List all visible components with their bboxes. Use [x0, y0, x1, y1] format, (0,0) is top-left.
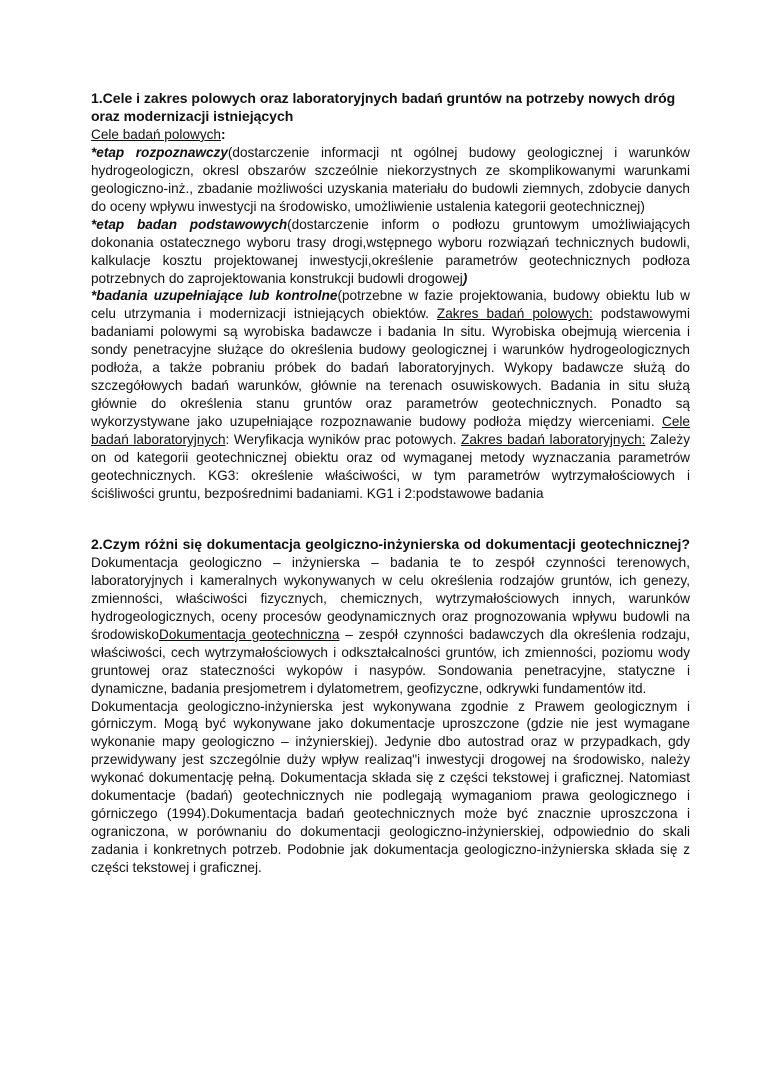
section2-heading: 2.Czym różni się dokumentacja geolgiczno-inżynierska od dokumentacji geotechnicznej?	[91, 535, 690, 552]
stage2-paragraph	[91, 216, 690, 288]
section2-p1-text: Dokumentacja geologiczno – inżynierska – badania te to zespół czynności terenowych, laboratoryjnych i kameralnych wykonywanych w celu określenia rodzajów gruntów, ich genezy, zmienności, właściwości fizycznych, chemicznych, wytrzymałościowych innych, warunków hydrogeologicznych, oceny procesów geodynamicznych oraz prognozowania wpływu budowli na środowisko	[91, 554, 690, 642]
field-goals-colon: :	[220, 126, 226, 142]
field-scope-text: podstawowymi badaniami polowymi są wyrobiska badawcze i badania In situ. Wyrobiska obejmują wiercenia i sondy penetracyjne służące do określenia budowy geologicznej i warunków hydrogeologicznych podłoża, a także pobraniu próbek do badań laboratoryjnych. Wykopy badawcze służą do szczegółowych badań warunków, głównie na terenach osuwiskowych. Badania in situ służą głównie do określenia stanu gruntów oraz parametrów geotechnicznych. Ponadto są wykorzystywane jako uzupełniające rozpoznawanie budowy podłoża między wierceniami.	[91, 306, 690, 430]
stage1-title: *etap rozpoznawczy	[91, 144, 228, 160]
stage2-title: *etap badan podstawowych	[91, 216, 288, 232]
stage2-close: )	[462, 270, 468, 286]
stage3-title: *badania uzupełniające lub kontrolne	[91, 288, 338, 304]
field-goals-label: Cele badań polowych	[91, 126, 221, 142]
section2-paragraph2: Dokumentacja geologiczno-inżynierska jest wykonywana zgodnie z Prawem geologicznym i górniczym. Mogą być wykonywane jako dokumentacje uproszczone (gdzie nie jest wymagane wykonanie mapy geologiczno – inżynierskiej). Jedynie dbo autostrad oraz w przypadkach, gdy przewidywany jest szczególnie duży wpływ realizaq"i inwestycji drogowej na środowisko, należy wykonać dokumentację pełną. Dokumentacja składa się z części tekstowej i graficznej. Natomiast dokumentacje (badań) geotechnicznych nie podlegają wymaganiom prawa geologicznego i górniczego (1994).Dokumentacja badań geotechnicznych może być znacznie uproszczona i ograniczona, w porównaniu do dokumentacji geologiczno-inżynierskiej, odpowiednio do skali zadania i konkretnych potrzeb. Podobnie jak dokumentacja geologiczno-inżynierska składa się z części tekstowej i graficznej.	[91, 698, 690, 876]
stage3-text: (potrzebne w fazie projektowania, budowy obiektu lub w celu utrzymania i modernizacji istniejących obiektów.	[91, 288, 690, 322]
section1-heading: 1.Cele i zakres polowych oraz laboratoryjnych badań gruntów na potrzeby nowych dróg oraz modernizacji istniejących	[91, 90, 676, 124]
stage3-paragraph	[91, 287, 690, 502]
field-scope-label: Zakres badań polowych:	[436, 306, 593, 322]
section2-p1-rest: – zespół czynności badawczych dla określenia rodzaju, właściwości, cech wytrzymałościowych i odkształcalności gruntów, ich zmienności, poziomu wody gruntowej oraz stateczności wykopów i nasypów. Sondowania penetracyjne, statyczne i dynamiczne, badania presjometrem i dylatometrem, geofizyczne, odkrywki fundamentów itd.	[91, 626, 690, 696]
lab-goals-text: : Weryfikacja wyników prac potowych.	[225, 432, 462, 448]
lab-goals-label: Cele badań laboratoryjnych	[91, 414, 690, 448]
section1-goals-label-line	[91, 126, 690, 144]
geotech-doc-label: Dokumentacja geotechniczna	[159, 626, 340, 642]
lab-scope-text: Zależy on od kategorii geotechnicznej obiektu oraz od wymaganej metody wyznaczania parametrów geotechnicznych. KG3: określenie właściwości, w tym parametrów wytrzymałościowych i ściśliwości gruntu, bezpośrednimi badaniami. KG1 i 2:podstawowe badania	[91, 432, 690, 501]
section-spacer	[91, 503, 690, 536]
section2-paragraph1	[91, 536, 690, 698]
stage1-text: (dostarczenie informacji nt ogólnej budowy geologicznej i warunków hydrogeologiczn, okresl obszarów szczeólnie niekorzystnych ze skomplikowanymi warunkami geologiczno-inż., zbadanie możliwości uzyskania materiału do budowli ziemnych, zdobycie danych do oceny wpływu inwestycji na środowisko, umożliwienie ustalenia kategorii geotechnicznej)	[91, 144, 690, 214]
lab-scope-label: Zakres badań laboratoryjnych:	[461, 432, 646, 448]
stage1-paragraph	[91, 144, 690, 216]
stage2-text: (dostarczenie inform o podłozu gruntowym umożliwiających dokonania ostatecznego wyboru trasy drogi,wstępnego wyboru rozwiązań technicznych budowli, kalkulacje kosztu projektowanej inwestycji,określenie parametrów geotechnicznych podłoza potrzebnych do zaprojektowania konstrukcji budowli drogowej	[91, 216, 691, 286]
